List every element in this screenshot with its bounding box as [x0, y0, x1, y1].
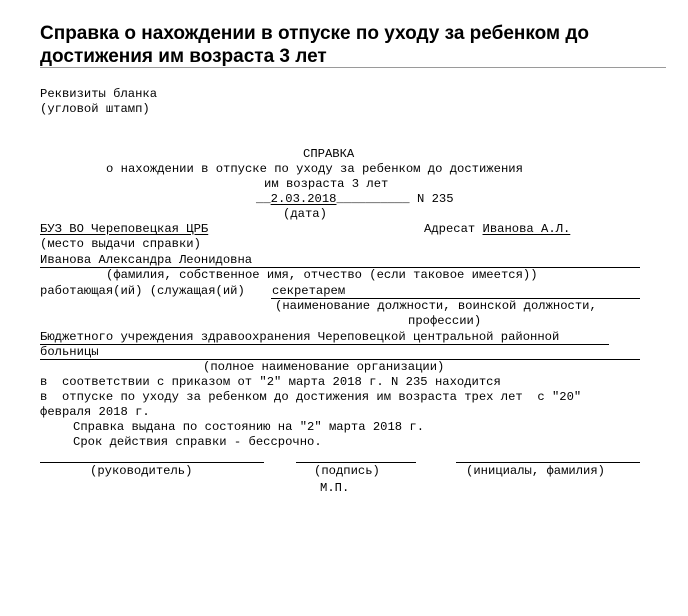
- certificate-subheading-1: о нахождении в отпуске по уходу за ребенком до достижения: [106, 162, 523, 176]
- org-full-rule-1: [40, 344, 609, 345]
- head-caption: (руководитель): [90, 464, 193, 478]
- initials-caption: (инициалы, фамилия): [466, 464, 605, 478]
- head-signature-rule: [40, 462, 264, 463]
- validity-term: Срок действия справки - бессрочно.: [73, 435, 322, 449]
- document-number: N 235: [416, 192, 454, 206]
- employee-name: Иванова Александра Леонидовна: [40, 253, 253, 267]
- signature-rule: [296, 462, 416, 463]
- addressee-name: Иванова А.Л.: [482, 222, 571, 236]
- page-title: Справка о нахождении в отпуске по уходу за ребенком до достижения им возраста 3 лет: [40, 23, 589, 67]
- position-value: секретарем: [272, 284, 346, 298]
- body-line-1: в соответствии с приказом от "2" марта 2018 г. N 235 находится: [40, 375, 501, 389]
- number-sep: [410, 192, 417, 206]
- org-short-name: БУЗ ВО Череповецкая ЦРБ: [40, 222, 209, 236]
- title-divider: [40, 67, 666, 68]
- issue-place-caption: (место выдачи справки): [40, 237, 201, 251]
- name-caption: (фамилия, собственное имя, отчество (если таковое имеется)): [106, 268, 538, 282]
- issued-as-of: Справка выдана по состоянию на "2" марта 2018 г.: [73, 420, 425, 434]
- body-line-2: в отпуске по уходу за ребенком до достижения им возраста трех лет с "20": [40, 390, 582, 404]
- requisites-label: Реквизиты бланка: [40, 87, 158, 101]
- stamp-place: М.П.: [320, 481, 350, 495]
- signature-caption: (подпись): [314, 464, 380, 478]
- date-caption: (дата): [283, 207, 327, 221]
- date-blank: __________: [336, 192, 410, 206]
- position-caption-2: профессии): [408, 314, 482, 328]
- works-label: работающая(ий) (служащая(ий): [40, 284, 245, 298]
- org-full-name-2: больницы: [40, 345, 99, 359]
- addressee-label: Адресат: [424, 222, 476, 236]
- org-caption: (полное наименование организации): [203, 360, 445, 374]
- certificate-subheading-2: им возраста 3 лет: [264, 177, 389, 191]
- position-caption-1: (наименование должности, воинской должности,: [275, 299, 597, 313]
- body-line-3: февраля 2018 г.: [40, 405, 150, 419]
- name-signature-rule: [456, 462, 640, 463]
- date-number-line: [256, 192, 454, 207]
- addressee-line: [424, 222, 570, 237]
- corner-stamp-label: (угловой штамп): [40, 102, 150, 116]
- certificate-heading: СПРАВКА: [303, 147, 355, 161]
- date-value: 2.03.2018: [270, 192, 337, 206]
- org-full-name-1: Бюджетного учреждения здравоохранения Череповецкой центральной районной: [40, 330, 560, 344]
- date-prefix: __: [256, 192, 271, 206]
